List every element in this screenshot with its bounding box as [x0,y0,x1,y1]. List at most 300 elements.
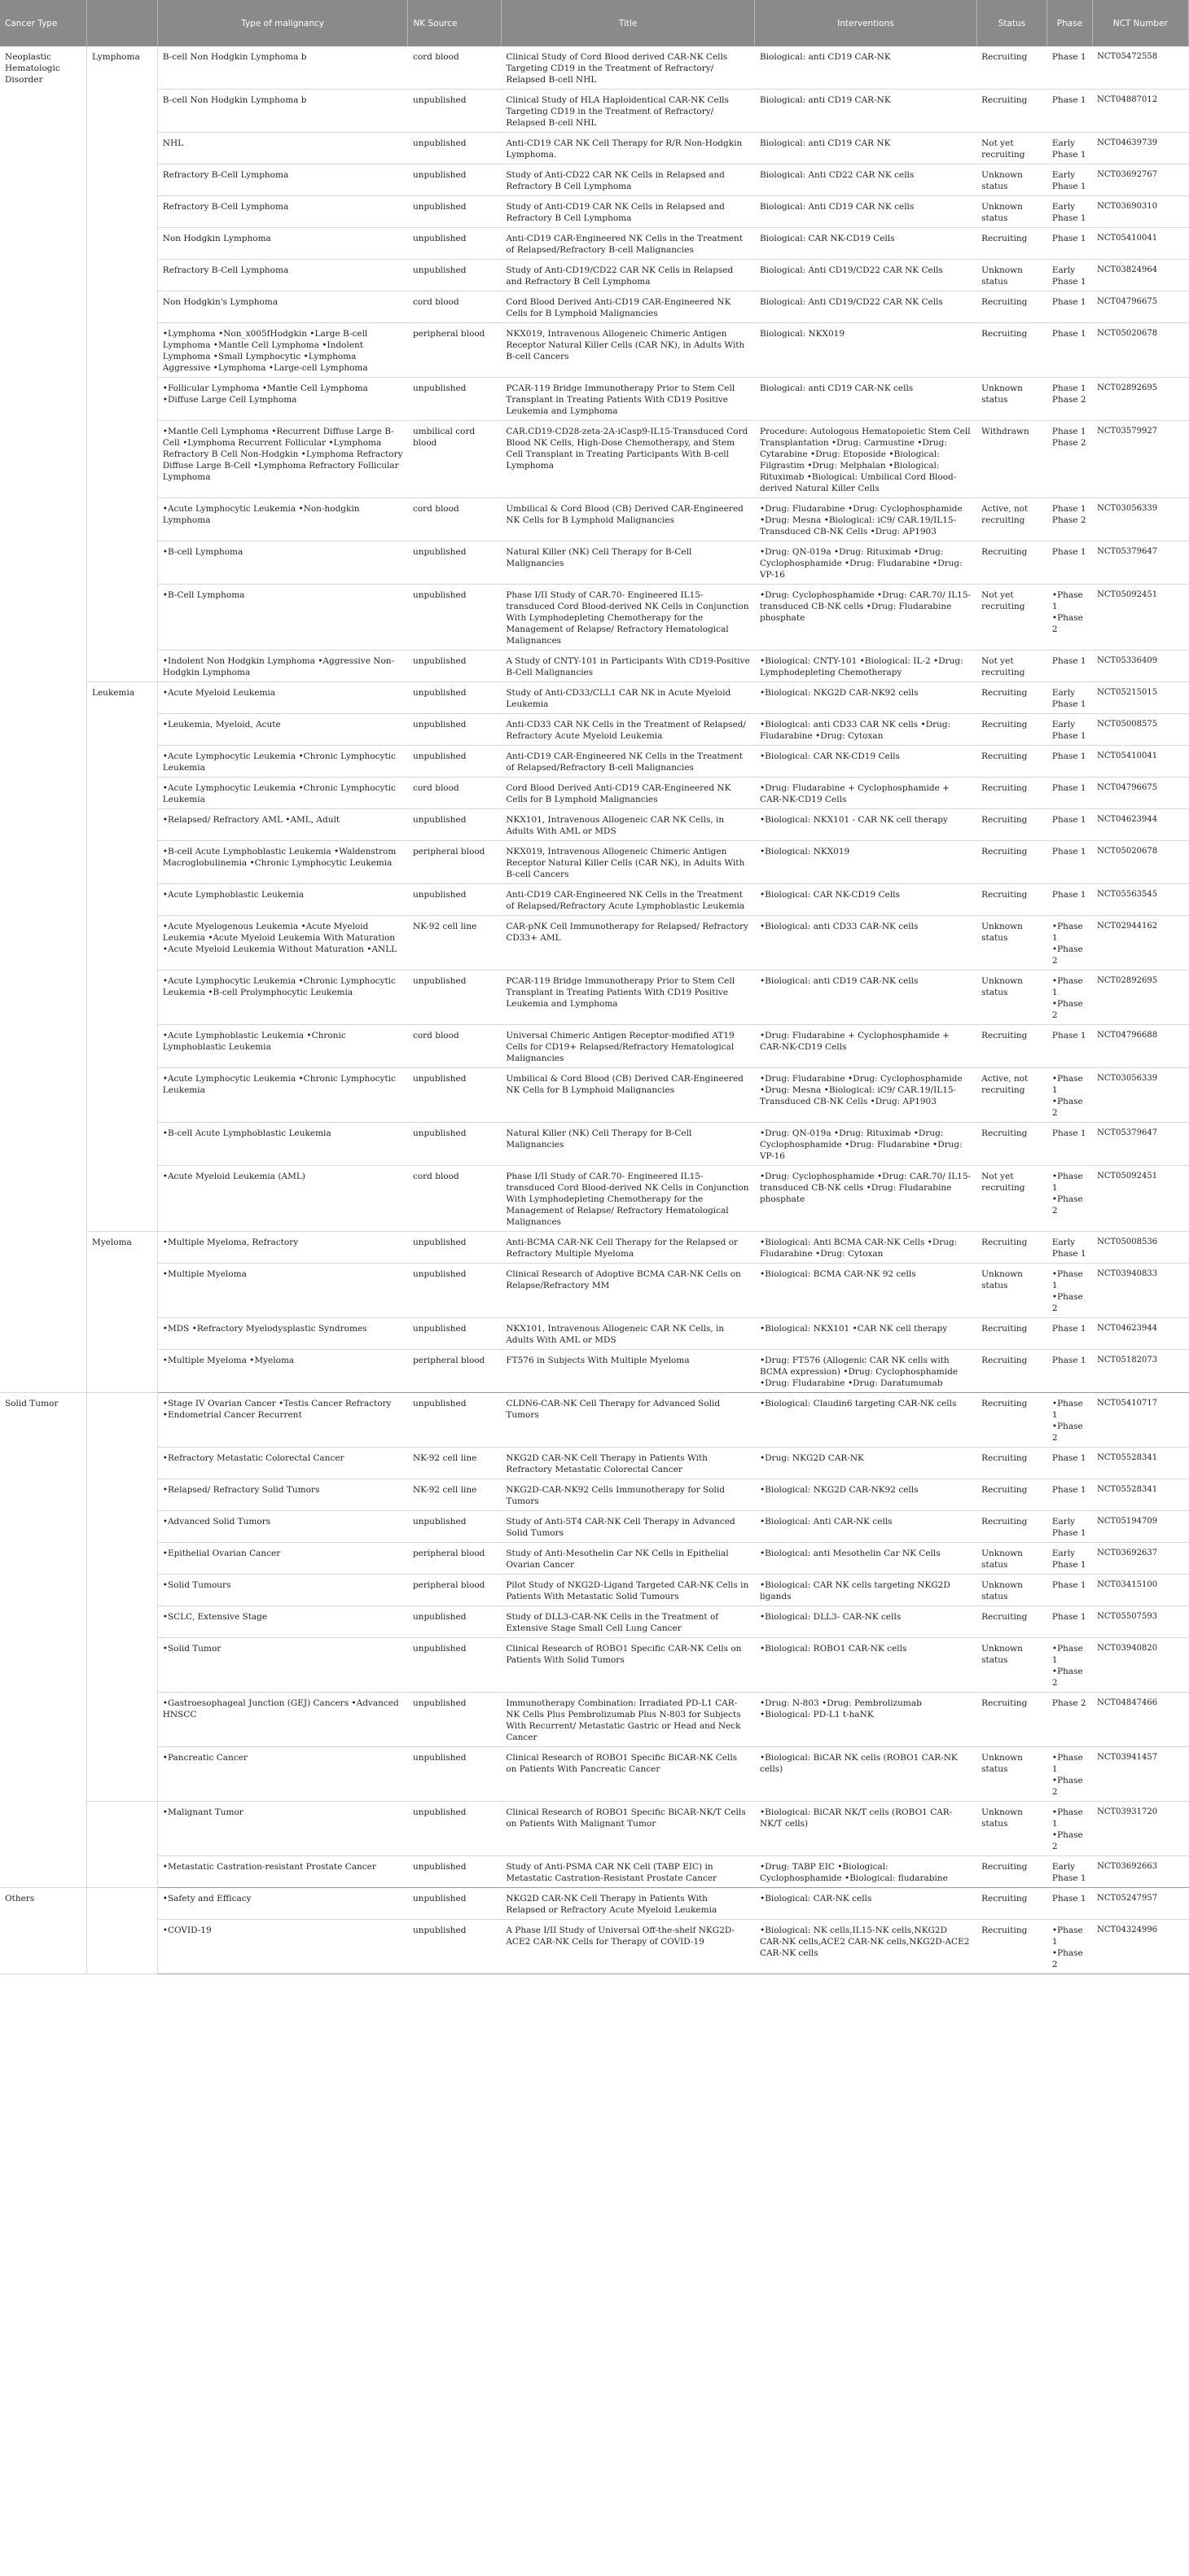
phase-cell: Early Phase 1 [1047,1856,1092,1888]
status-cell: Recruiting [976,1123,1047,1166]
table-row [0,585,1189,651]
table-row [0,133,1189,164]
status-cell: Recruiting [976,714,1047,746]
malignancy-cell: •Multiple Myeloma [157,1264,408,1318]
status-cell: Recruiting [976,291,1047,323]
interventions-cell: •Biological: CAR-NK cells [755,1888,976,1920]
nk-source-cell: unpublished [408,714,501,746]
phase-cell: •Phase 1 •Phase 2 [1047,1068,1092,1123]
nct-number-cell: NCT05410041 [1092,228,1188,260]
status-cell: Not yet recruiting [976,585,1047,651]
cancer-type-cell: Solid Tumor [0,1393,87,1888]
table-row [0,809,1189,841]
status-cell: Recruiting [976,1448,1047,1479]
malignancy-cell: •Solid Tumor [157,1638,408,1693]
malignancy-cell: •Gastroesophageal Junction (GEJ) Cancers •Advanced HNSCC [157,1693,408,1747]
phase-cell: Phase 1 [1047,1318,1092,1350]
phase-cell: •Phase 1 •Phase 2 [1047,1802,1092,1856]
phase-cell: Phase 1 Phase 2 [1047,421,1092,498]
nk-source-cell: unpublished [408,1888,501,1920]
interventions-cell: Biological: Anti CD19 CAR NK cells [755,196,976,228]
phase-cell: Early Phase 1 [1047,164,1092,196]
interventions-cell: •Biological: NK cells,IL15-NK cells,NKG2D CAR-NK cells,ACE2 CAR-NK cells,NKG2D-ACE2 CAR-NK cells [755,1920,976,1974]
malignancy-cell: •Acute Lymphoblastic Leukemia •Chronic Lymphoblastic Leukemia [157,1025,408,1068]
table-row [0,1920,1189,1974]
phase-cell: Phase 1 [1047,1888,1092,1920]
status-cell: Active, not recruiting [976,1068,1047,1123]
table-row [0,746,1189,778]
title-cell: Universal Chimeric Antigen Receptor-modified AT19 Cells for CD19+ Relapsed/Refractory Hematological Malignancies [501,1025,755,1068]
title-cell: Study of Anti-CD33/CLL1 CAR NK in Acute Myeloid Leukemia [501,682,755,714]
nct-number-cell: NCT02892695 [1092,378,1188,421]
interventions-cell: •Drug: N-803 •Drug: Pembrolizumab •Biological: PD-L1 t-haNK [755,1693,976,1747]
status-cell: Recruiting [976,1606,1047,1638]
table-row [0,421,1189,498]
interventions-cell: •Drug: FT576 (Allogenic CAR NK cells with BCMA expression) •Drug: Cyclophosphamide •Drug: Fludarabine •Drug: Daratumumab [755,1350,976,1393]
interventions-cell: •Biological: NKG2D CAR-NK92 cells [755,682,976,714]
nct-number-cell: NCT05507593 [1092,1606,1188,1638]
title-cell: Clinical Research of ROBO1 Specific BiCAR-NK/T Cells on Patients With Malignant Tumor [501,1802,755,1856]
nk-source-cell: unpublished [408,1606,501,1638]
interventions-cell: •Biological: CAR NK-CD19 Cells [755,884,976,916]
nct-number-cell: NCT02892695 [1092,970,1188,1025]
table-row [0,1802,1189,1856]
title-cell: Cord Blood Derived Anti-CD19 CAR-Engineered NK Cells for B Lymphoid Malignancies [501,291,755,323]
status-cell: Recruiting [976,778,1047,809]
nk-source-cell: cord blood [408,1166,501,1232]
title-cell: Clinical Research of ROBO1 Specific BiCAR-NK Cells on Patients With Pancreatic Cancer [501,1747,755,1802]
table-row [0,196,1189,228]
interventions-cell: •Drug: TABP EIC •Biological: Cyclophosphamide •Biological: fludarabine [755,1856,976,1888]
status-cell: Not yet recruiting [976,133,1047,164]
title-cell: Study of Anti-PSMA CAR NK Cell (TABP EIC) in Metastatic Castration-Resistant Prostate Cancer [501,1856,755,1888]
nct-number-cell: NCT05008575 [1092,714,1188,746]
nct-number-cell: NCT03690310 [1092,196,1188,228]
status-cell: Unknown status [976,1543,1047,1575]
nct-number-cell: NCT03931720 [1092,1802,1188,1856]
interventions-cell: •Drug: Cyclophosphamide •Drug: CAR.70/ IL15- transduced CB-NK cells •Drug: Fludarabine phosphate [755,1166,976,1232]
phase-cell: Phase 1 [1047,291,1092,323]
header-nk-source: NK Source [408,0,501,46]
interventions-cell: •Biological: ROBO1 CAR-NK cells [755,1638,976,1693]
status-cell: Recruiting [976,809,1047,841]
nct-number-cell: NCT05336409 [1092,651,1188,682]
malignancy-cell: Refractory B-Cell Lymphoma [157,196,408,228]
phase-cell: •Phase 1 •Phase 2 [1047,1264,1092,1318]
nk-source-cell: unpublished [408,541,501,585]
interventions-cell: Biological: anti CD19 CAR-NK cells [755,378,976,421]
malignancy-cell: •Acute Lymphocytic Leukemia •Chronic Lymphocytic Leukemia [157,1068,408,1123]
table-row [0,682,1189,714]
interventions-cell: •Biological: anti CD33 CAR-NK cells [755,916,976,970]
nct-number-cell: NCT05379647 [1092,541,1188,585]
table-row [0,1511,1189,1543]
interventions-cell: •Biological: Claudin6 targeting CAR-NK cells [755,1393,976,1448]
phase-cell: Phase 1 Phase 2 [1047,378,1092,421]
subtype-cell: Leukemia [87,682,158,1232]
table-row [0,1232,1189,1264]
title-cell: Clinical Research of ROBO1 Specific CAR-NK Cells on Patients With Solid Tumors [501,1638,755,1693]
malignancy-cell: •Acute Lymphoblastic Leukemia [157,884,408,916]
nk-source-cell: cord blood [408,778,501,809]
nct-number-cell: NCT04796675 [1092,778,1188,809]
header-row [0,0,1189,46]
table-row [0,260,1189,291]
nct-number-cell: NCT05379647 [1092,1123,1188,1166]
nk-source-cell: unpublished [408,378,501,421]
table-row [0,841,1189,884]
malignancy-cell: •Mantle Cell Lymphoma •Recurrent Diffuse Large B-Cell •Lymphoma Recurrent Follicular •Lymphoma Refractory B Cell Non-Hodgkin •Lymphoma Refractory Diffuse Large B-Cell •Lymphoma Refractory Follicular Lymphoma [157,421,408,498]
table-row [0,1606,1189,1638]
status-cell: Recruiting [976,323,1047,378]
malignancy-cell: •Safety and Efficacy [157,1888,408,1920]
malignancy-cell: Refractory B-Cell Lymphoma [157,260,408,291]
interventions-cell: Biological: Anti CD19/CD22 CAR NK Cells [755,291,976,323]
title-cell: NKX101, Intravenous Allogeneic CAR NK Cells, in Adults With AML or MDS [501,809,755,841]
title-cell: Study of Anti-CD19 CAR NK Cells in Relapsed and Refractory B Cell Lymphoma [501,196,755,228]
status-cell: Not yet recruiting [976,651,1047,682]
malignancy-cell: NHL [157,133,408,164]
nk-source-cell: unpublished [408,196,501,228]
interventions-cell: Biological: anti CD19 CAR-NK [755,46,976,90]
table-row [0,1693,1189,1747]
table-row [0,541,1189,585]
title-cell: Umbilical & Cord Blood (CB) Derived CAR-Engineered NK Cells for B Lymphoid Malignancies [501,1068,755,1123]
status-cell: Recruiting [976,1318,1047,1350]
interventions-cell: Biological: anti CD19 CAR NK [755,133,976,164]
interventions-cell: •Drug: Fludarabine + Cyclophosphamide + CAR-NK-CD19 Cells [755,778,976,809]
interventions-cell: •Biological: BiCAR NK cells (ROBO1 CAR-NK cells) [755,1747,976,1802]
malignancy-cell: •Lymphoma •Non_x005fHodgkin •Large B-cell Lymphoma •Mantle Cell Lymphoma •Indolent Lymphoma •Small Lymphocytic •Lymphoma Aggressive •Lymphoma •Large-cell Lymphoma [157,323,408,378]
malignancy-cell: •B-Cell Lymphoma [157,585,408,651]
nk-source-cell: unpublished [408,884,501,916]
interventions-cell: •Drug: Fludarabine •Drug: Cyclophosphamide •Drug: Mesna •Biological: iC9/ CAR.19/IL15-Transduced CB-NK Cells •Drug: AP1903 [755,498,976,541]
interventions-cell: •Drug: Fludarabine •Drug: Cyclophosphamide •Drug: Mesna •Biological: iC9/ CAR.19/IL15-Transduced CB-NK Cells •Drug: AP1903 [755,1068,976,1123]
nct-number-cell: NCT05194709 [1092,1511,1188,1543]
interventions-cell: •Biological: Anti BCMA CAR-NK Cells •Drug: Fludarabine •Drug: Cytoxan [755,1232,976,1264]
nct-number-cell: NCT03940820 [1092,1638,1188,1693]
table-row [0,1318,1189,1350]
interventions-cell: •Drug: NKG2D CAR-NK [755,1448,976,1479]
nk-source-cell: unpublished [408,585,501,651]
nk-source-cell: cord blood [408,1025,501,1068]
nct-number-cell: NCT05092451 [1092,585,1188,651]
nct-number-cell: NCT05182073 [1092,1350,1188,1393]
malignancy-cell: •Solid Tumours [157,1575,408,1606]
malignancy-cell: •Multiple Myeloma •Myeloma [157,1350,408,1393]
malignancy-cell: •Leukemia, Myeloid, Acute [157,714,408,746]
status-cell: Recruiting [976,746,1047,778]
malignancy-cell: •Follicular Lymphoma •Mantle Cell Lymphoma •Diffuse Large Cell Lymphoma [157,378,408,421]
status-cell: Recruiting [976,1350,1047,1393]
phase-cell: Early Phase 1 [1047,260,1092,291]
interventions-cell: •Drug: Fludarabine + Cyclophosphamide + CAR-NK-CD19 Cells [755,1025,976,1068]
interventions-cell: Biological: Anti CD19/CD22 CAR NK Cells [755,260,976,291]
table-row [0,1856,1189,1888]
title-cell: Anti-CD33 CAR NK Cells in the Treatment of Relapsed/ Refractory Acute Myeloid Leukemia [501,714,755,746]
phase-cell: Early Phase 1 [1047,1511,1092,1543]
malignancy-cell: •Acute Lymphocytic Leukemia •Chronic Lymphocytic Leukemia •B-cell Prolymphocytic Leukemia [157,970,408,1025]
status-cell: Unknown status [976,1638,1047,1693]
table-row [0,1393,1189,1448]
table-row [0,1448,1189,1479]
title-cell: Immunotherapy Combination: Irradiated PD-L1 CAR-NK Cells Plus Pembrolizumab Plus N-803 for Subjects With Recurrent/ Metastatic Gastric or Head and Neck Cancer [501,1693,755,1747]
status-cell: Recruiting [976,90,1047,133]
title-cell: A Study of CNTY-101 in Participants With CD19-Positive B-Cell Malignancies [501,651,755,682]
malignancy-cell: •Acute Myeloid Leukemia (AML) [157,1166,408,1232]
malignancy-cell: •Acute Lymphocytic Leukemia •Non-hodgkin Lymphoma [157,498,408,541]
phase-cell: Early Phase 1 [1047,1232,1092,1264]
subtype-cell [87,1888,158,1974]
table-row [0,1543,1189,1575]
interventions-cell: Biological: Anti CD22 CAR NK cells [755,164,976,196]
phase-cell: Phase 1 [1047,1575,1092,1606]
status-cell: Unknown status [976,196,1047,228]
interventions-cell: Biological: CAR NK-CD19 Cells [755,228,976,260]
interventions-cell: Biological: NKX019 [755,323,976,378]
status-cell: Unknown status [976,1264,1047,1318]
nct-number-cell: NCT02944162 [1092,916,1188,970]
phase-cell: Phase 1 [1047,1350,1092,1393]
title-cell: Anti-CD19 CAR-Engineered NK Cells in the Treatment of Relapsed/Refractory B-cell Malignancies [501,228,755,260]
status-cell: Unknown status [976,378,1047,421]
table-row [0,778,1189,809]
title-cell: Phase I/II Study of CAR.70- Engineered IL15-transduced Cord Blood-derived NK Cells in Conjunction With Lymphodepleting Chemotherapy for the Management of Relapse/ Refractory Hematological Malignances [501,585,755,651]
status-cell: Recruiting [976,1888,1047,1920]
title-cell: Anti-BCMA CAR-NK Cell Therapy for the Relapsed or Refractory Multiple Myeloma [501,1232,755,1264]
nk-source-cell: unpublished [408,1693,501,1747]
interventions-cell: Biological: anti CD19 CAR-NK [755,90,976,133]
status-cell: Unknown status [976,164,1047,196]
nk-source-cell: NK-92 cell line [408,1448,501,1479]
phase-cell: Early Phase 1 [1047,682,1092,714]
interventions-cell: •Biological: BCMA CAR-NK 92 cells [755,1264,976,1318]
title-cell: CAR.CD19-CD28-zeta-2A-iCasp9-IL15-Transduced Cord Blood NK Cells, High-Dose Chemotherapy, and Stem Cell Transplant in Treating Participants With B-cell Lymphoma [501,421,755,498]
phase-cell: Phase 1 [1047,746,1092,778]
status-cell: Recruiting [976,841,1047,884]
cancer-type-cell: Others [0,1888,87,1974]
title-cell: Clinical Research of Adoptive BCMA CAR-NK Cells on Relapse/Refractory MM [501,1264,755,1318]
interventions-cell: •Biological: anti CD19 CAR-NK cells [755,970,976,1025]
table-row [0,90,1189,133]
nk-source-cell: peripheral blood [408,841,501,884]
nk-source-cell: unpublished [408,133,501,164]
status-cell: Recruiting [976,228,1047,260]
malignancy-cell: •Acute Myeloid Leukemia [157,682,408,714]
interventions-cell: Procedure: Autologous Hematopoietic Stem Cell Transplantation •Drug: Carmustine •Drug: Cytarabine •Drug: Etoposide •Biological: Filgrastim •Drug: Melphalan •Biological: Rituximab •Biological: Umbilical Cord Blood-derived Natural Killer Cells [755,421,976,498]
malignancy-cell: •B-cell Acute Lymphoblastic Leukemia [157,1123,408,1166]
nct-number-cell: NCT03692637 [1092,1543,1188,1575]
nk-source-cell: peripheral blood [408,1575,501,1606]
nct-number-cell: NCT05020678 [1092,323,1188,378]
nct-number-cell: NCT04796675 [1092,291,1188,323]
nk-source-cell: unpublished [408,228,501,260]
phase-cell: Phase 1 [1047,1479,1092,1511]
nk-source-cell: cord blood [408,46,501,90]
title-cell: A Phase I/II Study of Universal Off-the-shelf NKG2D-ACE2 CAR-NK Cells for Therapy of COVID-19 [501,1920,755,1974]
malignancy-cell: •B-cell Lymphoma [157,541,408,585]
status-cell: Recruiting [976,1920,1047,1974]
table-row [0,498,1189,541]
nk-source-cell: unpublished [408,164,501,196]
status-cell: Recruiting [976,1511,1047,1543]
nk-source-cell: cord blood [408,291,501,323]
table-row [0,970,1189,1025]
title-cell: FT576 in Subjects With Multiple Myeloma [501,1350,755,1393]
nct-number-cell: NCT05528341 [1092,1479,1188,1511]
header-phase: Phase [1047,0,1092,46]
phase-cell: Phase 1 [1047,884,1092,916]
nct-number-cell: NCT05215015 [1092,682,1188,714]
nk-source-cell: peripheral blood [408,1543,501,1575]
nct-number-cell: NCT05563545 [1092,884,1188,916]
malignancy-cell: Non Hodgkin's Lymphoma [157,291,408,323]
status-cell: Unknown status [976,260,1047,291]
status-cell: Withdrawn [976,421,1047,498]
table-row [0,378,1189,421]
nct-number-cell: NCT05410041 [1092,746,1188,778]
title-cell: Study of Anti-CD22 CAR NK Cells in Relapsed and Refractory B Cell Lymphoma [501,164,755,196]
title-cell: Anti-CD19 CAR NK Cell Therapy for R/R Non-Hodgkin Lymphoma. [501,133,755,164]
nk-source-cell: unpublished [408,1920,501,1974]
nct-number-cell: NCT03056339 [1092,1068,1188,1123]
title-cell: Anti-CD19 CAR-Engineered NK Cells in the Treatment of Relapsed/Refractory Acute Lymphoblastic Leukemia [501,884,755,916]
nct-number-cell: NCT03415100 [1092,1575,1188,1606]
status-cell: Unknown status [976,1802,1047,1856]
interventions-cell: •Drug: QN-019a •Drug: Rituximab •Drug: Cyclophosphamide •Drug: Fludarabine •Drug: VP-16 [755,541,976,585]
phase-cell: Phase 1 [1047,46,1092,90]
subtype-cell [87,1802,158,1888]
phase-cell: •Phase 1 •Phase 2 [1047,1747,1092,1802]
nct-number-cell: NCT05472558 [1092,46,1188,90]
phase-cell: Phase 1 [1047,1448,1092,1479]
header-title: Title [501,0,755,46]
phase-cell: Phase 1 [1047,809,1092,841]
table-row [0,46,1189,90]
table-row [0,228,1189,260]
nk-source-cell: unpublished [408,1264,501,1318]
nct-number-cell: NCT04639739 [1092,133,1188,164]
nct-number-cell: NCT03579927 [1092,421,1188,498]
table-row [0,1123,1189,1166]
phase-cell: Phase 1 [1047,841,1092,884]
table-row [0,1166,1189,1232]
nk-source-cell: unpublished [408,682,501,714]
nk-source-cell: NK-92 cell line [408,1479,501,1511]
subtype-cell: Lymphoma [87,46,158,682]
table-body [0,46,1189,1974]
title-cell: PCAR-119 Bridge Immunotherapy Prior to Stem Cell Transplant in Treating Patients With CD19 Positive Leukemia and Lymphoma [501,378,755,421]
nk-source-cell: peripheral blood [408,323,501,378]
nk-source-cell: umbilical cord blood [408,421,501,498]
table-row [0,1575,1189,1606]
header-cancer-type: Cancer Type [0,0,87,46]
title-cell: Natural Killer (NK) Cell Therapy for B-Cell Malignancies [501,541,755,585]
title-cell: NKX019, Intravenous Allogeneic Chimeric Antigen Receptor Natural Killer Cells (CAR NK), in Adults With B-cell Cancers [501,841,755,884]
nct-number-cell: NCT05008536 [1092,1232,1188,1264]
phase-cell: Early Phase 1 [1047,1543,1092,1575]
nk-source-cell: unpublished [408,1856,501,1888]
malignancy-cell: Refractory B-Cell Lymphoma [157,164,408,196]
status-cell: Unknown status [976,916,1047,970]
phase-cell: Phase 1 [1047,90,1092,133]
nct-number-cell: NCT04887012 [1092,90,1188,133]
title-cell: PCAR-119 Bridge Immunotherapy Prior to Stem Cell Transplant in Treating Patients With CD19 Positive Leukemia and Lymphoma [501,970,755,1025]
status-cell: Recruiting [976,1856,1047,1888]
nk-source-cell: unpublished [408,1393,501,1448]
status-cell: Not yet recruiting [976,1166,1047,1232]
nk-source-cell: unpublished [408,651,501,682]
table-row [0,1747,1189,1802]
phase-cell: Early Phase 1 [1047,196,1092,228]
malignancy-cell: •Refractory Metastatic Colorectal Cancer [157,1448,408,1479]
title-cell: Clinical Study of Cord Blood derived CAR-NK Cells Targeting CD19 in the Treatment of Refractory/ Relapsed B-cell NHL [501,46,755,90]
phase-cell: •Phase 1 •Phase 2 [1047,916,1092,970]
malignancy-cell: •Malignant Tumor [157,1802,408,1856]
nk-source-cell: unpublished [408,260,501,291]
interventions-cell: •Biological: CAR NK cells targeting NKG2D ligands [755,1575,976,1606]
phase-cell: Phase 1 [1047,778,1092,809]
table-row [0,1888,1189,1920]
table-row [0,1264,1189,1318]
status-cell: Recruiting [976,1393,1047,1448]
malignancy-cell: •Epithelial Ovarian Cancer [157,1543,408,1575]
nk-source-cell: unpublished [408,746,501,778]
phase-cell: Phase 1 [1047,1606,1092,1638]
malignancy-cell: •Acute Lymphocytic Leukemia •Chronic Lymphocytic Leukemia [157,778,408,809]
nk-source-cell: unpublished [408,1232,501,1264]
malignancy-cell: •Indolent Non Hodgkin Lymphoma •Aggressive Non-Hodgkin Lymphoma [157,651,408,682]
table-row [0,1638,1189,1693]
nct-number-cell: NCT04847466 [1092,1693,1188,1747]
nct-number-cell: NCT04623944 [1092,1318,1188,1350]
cancer-type-cell: Neoplastic Hematologic Disorder [0,46,87,1393]
phase-cell: •Phase 1 •Phase 2 [1047,1920,1092,1974]
nct-number-cell: NCT03941457 [1092,1747,1188,1802]
nk-source-cell: unpublished [408,1802,501,1856]
table-row [0,714,1189,746]
malignancy-cell: •Relapsed/ Refractory AML •AML, Adult [157,809,408,841]
nk-source-cell: peripheral blood [408,1350,501,1393]
nk-source-cell: unpublished [408,90,501,133]
header-type-of-malignancy: Type of malignancy [157,0,408,46]
header-subtype [87,0,158,46]
status-cell: Recruiting [976,884,1047,916]
nct-number-cell: NCT03940833 [1092,1264,1188,1318]
status-cell: Recruiting [976,46,1047,90]
subtype-cell [87,1393,158,1802]
status-cell: Recruiting [976,541,1047,585]
phase-cell: Phase 1 [1047,541,1092,585]
header-status: Status [976,0,1047,46]
phase-cell: •Phase 1 •Phase 2 [1047,1638,1092,1693]
title-cell: NKX101, Intravenous Allogeneic CAR NK Cells, in Adults With AML or MDS [501,1318,755,1350]
nct-number-cell: NCT05528341 [1092,1448,1188,1479]
phase-cell: •Phase 1 •Phase 2 [1047,970,1092,1025]
status-cell: Recruiting [976,682,1047,714]
phase-cell: Early Phase 1 [1047,133,1092,164]
nct-number-cell: NCT04796688 [1092,1025,1188,1068]
title-cell: Cord Blood Derived Anti-CD19 CAR-Engineered NK Cells for B Lymphoid Malignancies [501,778,755,809]
phase-cell: •Phase 1 •Phase 2 [1047,585,1092,651]
status-cell: Unknown status [976,1575,1047,1606]
nct-number-cell: NCT05020678 [1092,841,1188,884]
interventions-cell: •Biological: Anti CAR-NK cells [755,1511,976,1543]
nk-source-cell: unpublished [408,809,501,841]
phase-cell: •Phase 1 •Phase 2 [1047,1166,1092,1232]
nct-number-cell: NCT05410717 [1092,1393,1188,1448]
title-cell: Study of Anti-5T4 CAR-NK Cell Therapy in Advanced Solid Tumors [501,1511,755,1543]
